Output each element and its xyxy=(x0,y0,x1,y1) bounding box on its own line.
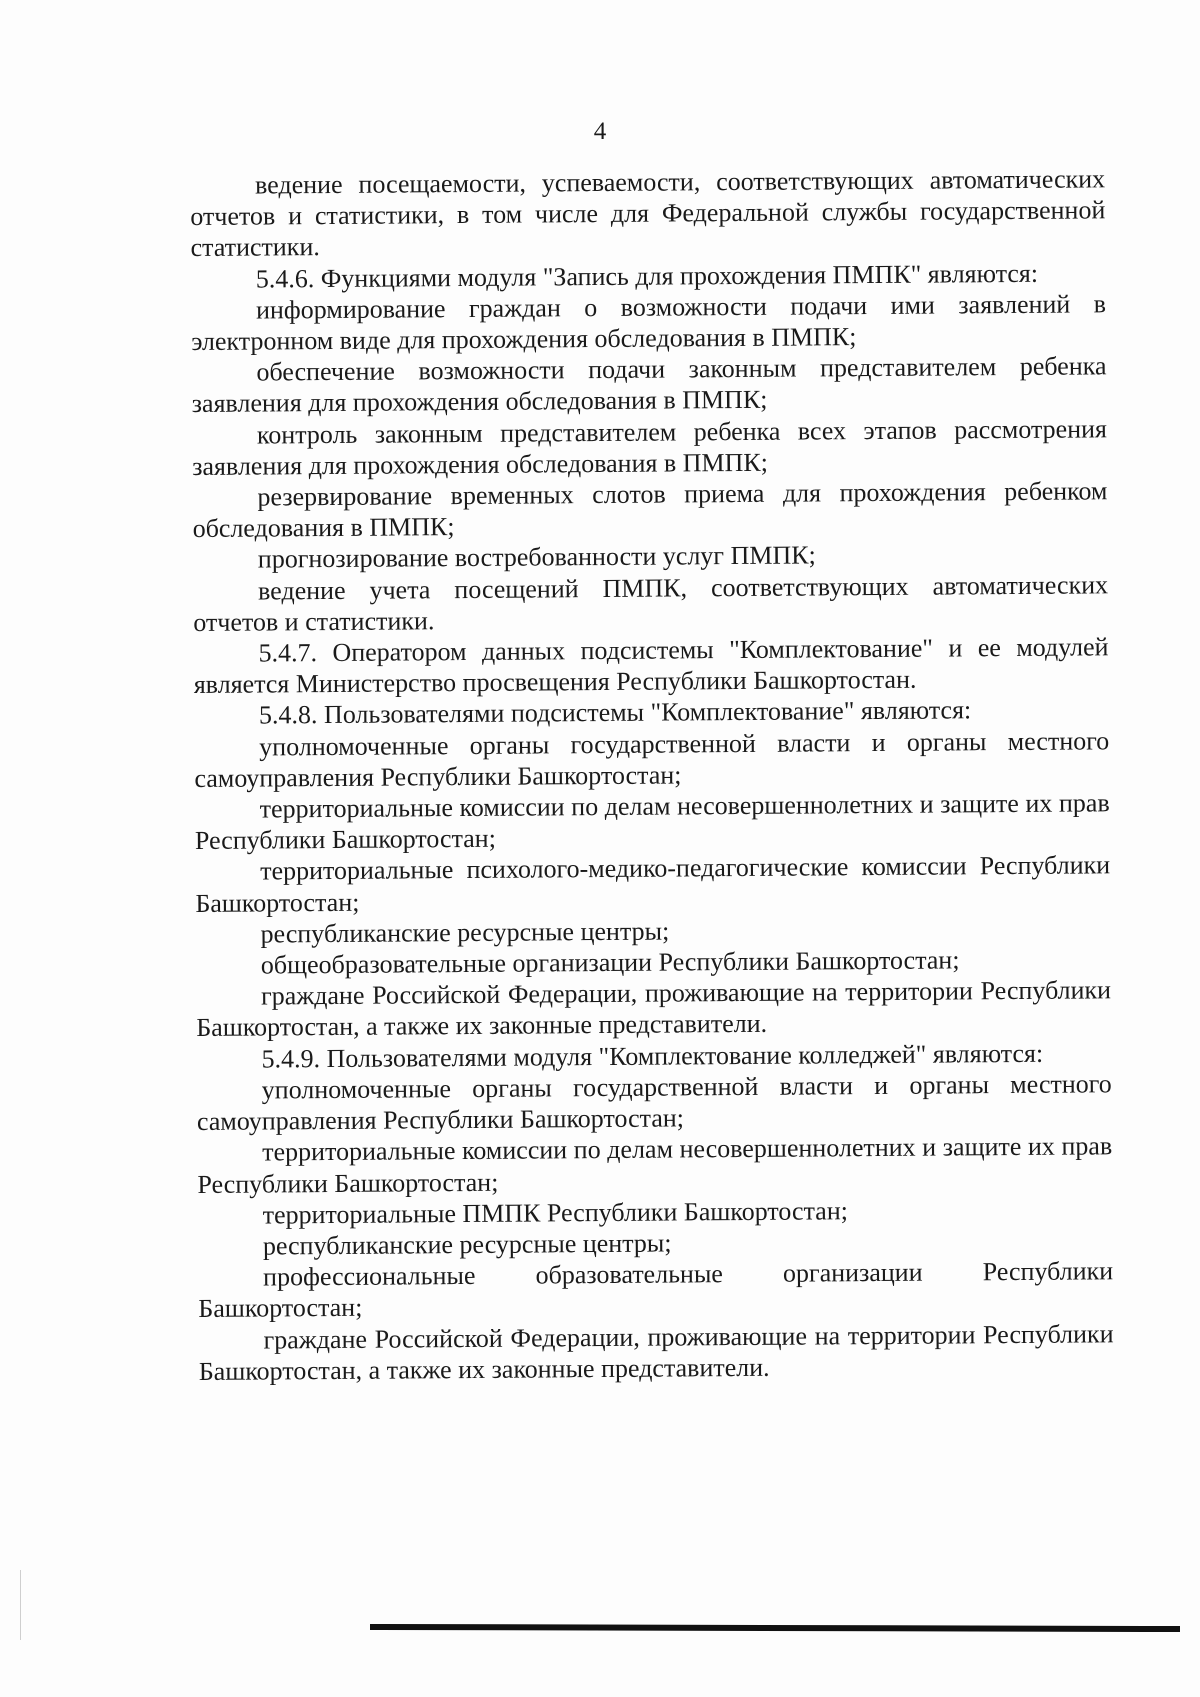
list-item: граждане Российской Федерации, проживающие на территории Республики Башкортостан, а также их законные представители. xyxy=(198,1318,1114,1386)
document-body xyxy=(190,163,1114,1387)
paragraph: ведение посещаемости, успеваемости, соответствующих автоматических отчетов и статистики, в том числе для Федеральной службы государственной статистики. xyxy=(190,164,1106,263)
list-item: ведение учета посещений ПМПК, соответствующих автоматических отчетов и статистики. xyxy=(193,569,1109,637)
list-item: профессиональные образовательные организации Республики Башкортостан; xyxy=(198,1256,1114,1324)
list-item: обеспечение возможности подачи законным представителем ребенка заявления для прохождения обследования в ПМПК; xyxy=(191,351,1107,419)
section-heading: 5.4.8. Пользователями подсистемы "Комплектование" являются: xyxy=(258,695,972,730)
list-item: республиканские ресурсные центры; xyxy=(260,916,670,949)
page-number: 4 xyxy=(593,118,607,145)
list-item: территориальные комиссии по делам несовершеннолетних и защите их прав Республики Башкортостан; xyxy=(194,788,1110,856)
section-heading: 5.4.6. Функциями модуля "Запись для прохождения ПМПК" являются: xyxy=(255,258,1039,294)
section-heading: 5.4.9. Пользователями модуля "Комплектование колледжей" являются: xyxy=(261,1038,1044,1074)
list-item: территориальные ПМПК Республики Башкортостан; xyxy=(262,1195,849,1230)
list-item: общеобразовательные организации Республики Башкортостан; xyxy=(260,945,960,980)
list-item: республиканские ресурсные центры; xyxy=(262,1228,672,1261)
list-item: прогнозирование востребованности услуг ПМПК; xyxy=(257,540,816,574)
list-item: территориальные психолого-медико-педагогические комиссии Республики Башкортостан; xyxy=(195,850,1111,918)
scan-bottom-line xyxy=(370,1624,1180,1632)
list-item: территориальные комиссии по делам несовершеннолетних и защите их прав Республики Башкортостан; xyxy=(197,1131,1113,1199)
list-item: граждане Российской Федерации, проживающие на территории Республики Башкортостан, а также их законные представители. xyxy=(196,975,1112,1043)
list-item: контроль законным представителем ребенка всех этапов рассмотрения заявления для прохождения обследования в ПМПК; xyxy=(192,413,1108,481)
section-heading: 5.4.7. Оператором данных подсистемы "Комплектование" и ее модулей является Министерство просвещения Республики Башкортостан. xyxy=(193,632,1109,700)
scan-margin-mark xyxy=(20,1570,21,1640)
list-item: информирование граждан о возможности подачи ими заявлений в электронном виде для прохождения обследования в ПМПК; xyxy=(191,289,1107,357)
list-item: уполномоченные органы государственной власти и органы местного самоуправления Республики Башкортостан; xyxy=(194,725,1110,793)
list-item: уполномоченные органы государственной власти и органы местного самоуправления Республики Башкортостан; xyxy=(196,1069,1112,1137)
list-item: резервирование временных слотов приема для прохождения ребенком обследования в ПМПК; xyxy=(192,476,1108,544)
